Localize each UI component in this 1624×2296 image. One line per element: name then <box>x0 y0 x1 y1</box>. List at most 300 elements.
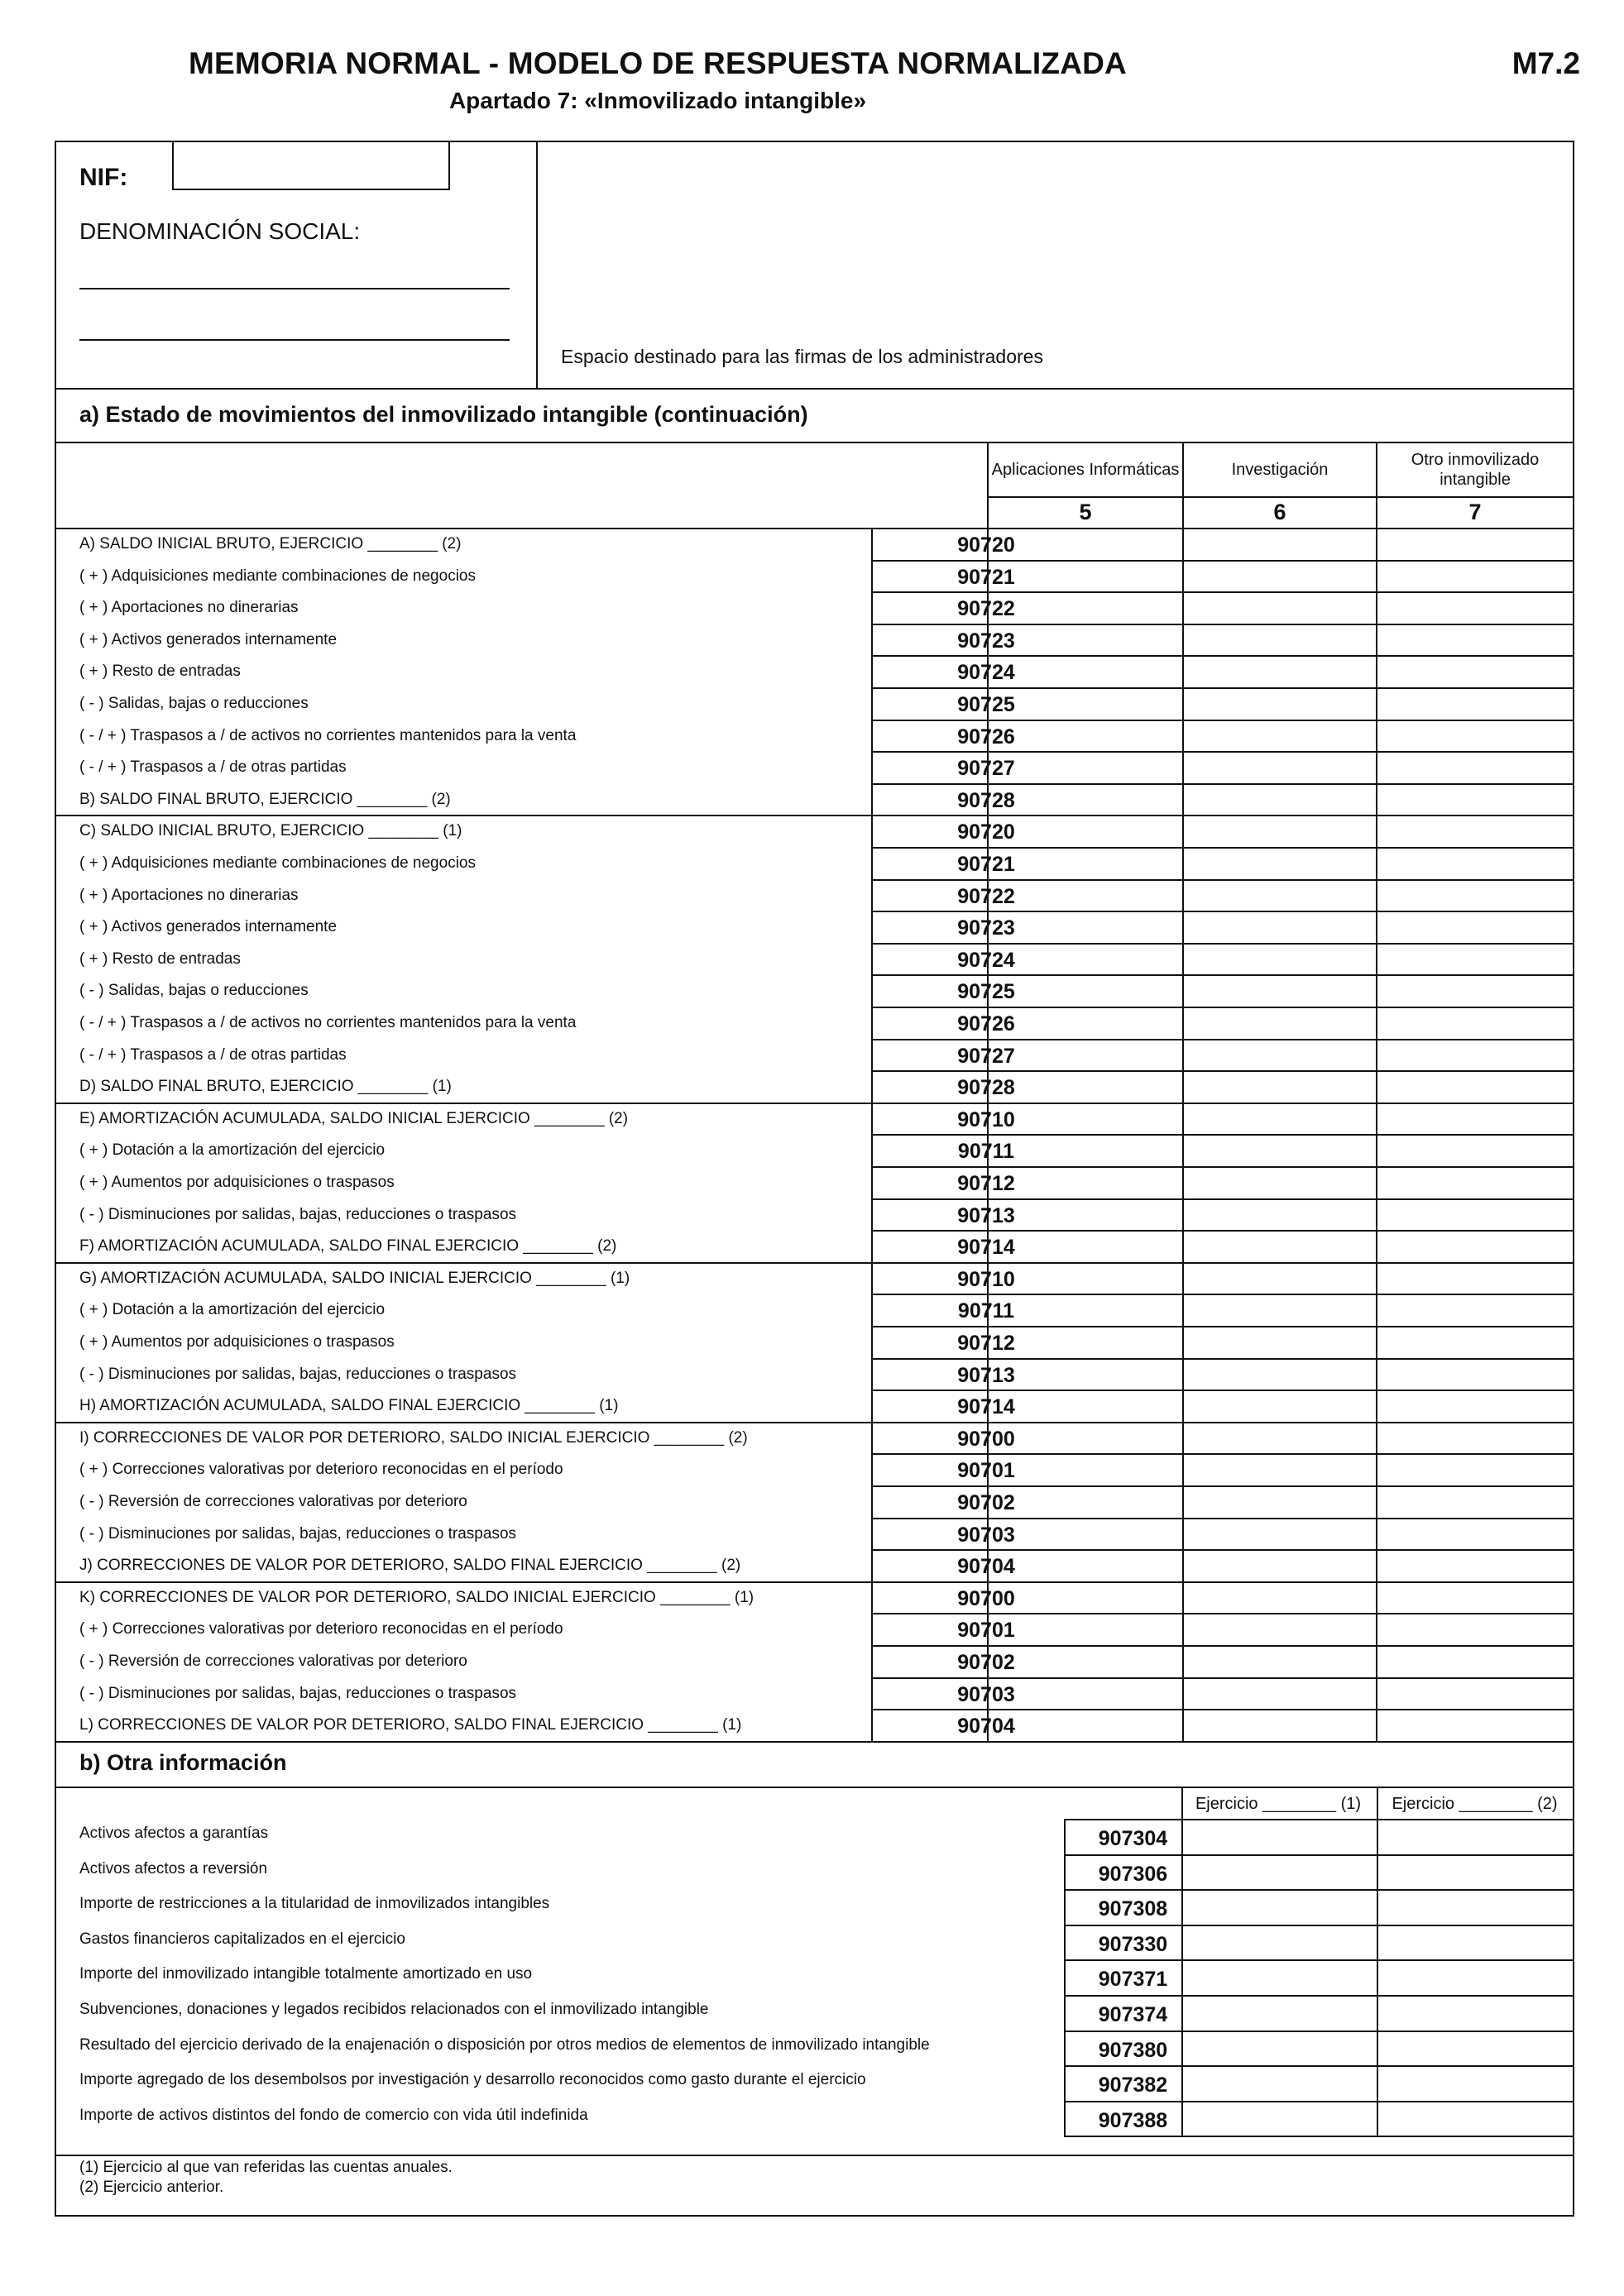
row-label: E) AMORTIZACIÓN ACUMULADA, SALDO INICIAL EJERCICIO ________ (2) <box>79 1110 629 1127</box>
value-cell-ejercicio-1[interactable] <box>1183 2031 1377 2066</box>
table-row <box>56 2031 1573 2066</box>
row-code: 90712 <box>957 1172 1015 1195</box>
row-label: H) AMORTIZACIÓN ACUMULADA, SALDO FINAL EJERCICIO ________ (1) <box>79 1397 619 1414</box>
denominacion-line-1[interactable] <box>79 288 510 289</box>
table-row <box>56 1614 1573 1645</box>
value-cell-investigacion[interactable] <box>1184 1199 1376 1231</box>
value-cell-otro[interactable] <box>1377 1327 1573 1358</box>
value-cell-otro[interactable] <box>1377 561 1573 592</box>
value-cell-aplicaciones[interactable] <box>989 975 1182 1007</box>
row-label: ( - ) Disminuciones por salidas, bajas, reducciones o traspasos <box>79 1366 517 1383</box>
value-cell-aplicaciones[interactable] <box>989 880 1182 911</box>
row-label: Importe del inmovilizado intangible totalmente amortizado en uso <box>79 1965 533 1983</box>
row-label: ( - ) Disminuciones por salidas, bajas, reducciones o traspasos <box>79 1525 517 1543</box>
table-row <box>56 880 1573 911</box>
table-row <box>56 624 1573 656</box>
table-row <box>56 1454 1573 1485</box>
value-cell-otro[interactable] <box>1377 752 1573 783</box>
value-cell-investigacion[interactable] <box>1184 1646 1376 1677</box>
row-code: 90728 <box>957 1076 1015 1099</box>
value-cell-aplicaciones[interactable] <box>989 1550 1182 1581</box>
value-cell-otro[interactable] <box>1377 1294 1573 1326</box>
value-cell-aplicaciones[interactable] <box>989 592 1182 624</box>
row-label: ( + ) Dotación a la amortización del ejercicio <box>79 1141 386 1159</box>
value-cell-otro[interactable] <box>1377 688 1573 720</box>
row-label: ( + ) Aumentos por adquisiciones o traspasos <box>79 1174 395 1191</box>
col-header-ejercicio-2: Ejercicio ________ (2) <box>1392 1795 1558 1813</box>
value-cell-aplicaciones[interactable] <box>989 688 1182 720</box>
row-label: Resultado del ejercicio derivado de la enajenación o disposición por otros medios de elementos de inmovilizado intangible <box>79 2036 930 2054</box>
value-cell-otro[interactable] <box>1377 1231 1573 1262</box>
row-code: 90713 <box>957 1204 1015 1227</box>
col-header-ejercicio-1: Ejercicio ________ (1) <box>1195 1795 1362 1813</box>
table-row <box>56 752 1573 783</box>
value-cell-investigacion[interactable] <box>1184 944 1376 975</box>
firmas-label: Espacio destinado para las firmas de los administradores <box>561 346 1043 367</box>
value-cell-aplicaciones[interactable] <box>989 1071 1182 1103</box>
table-row <box>56 1294 1573 1326</box>
row-label: ( + ) Dotación a la amortización del ejercicio <box>79 1301 386 1318</box>
row-label: D) SALDO FINAL BRUTO, EJERCICIO ________ (1) <box>79 1078 452 1095</box>
col-header-investigacion: Investigación <box>1231 461 1329 479</box>
value-cell-aplicaciones[interactable] <box>989 1519 1182 1550</box>
table-row <box>56 1855 1573 1890</box>
row-label: ( - / + ) Traspasos a / de otras partidas <box>79 758 347 776</box>
table-row <box>56 1582 1573 1614</box>
table-row <box>56 1040 1573 1071</box>
value-cell-otro[interactable] <box>1377 1199 1573 1231</box>
form-code: M7.2 <box>1511 46 1580 80</box>
value-cell-aplicaciones[interactable] <box>989 656 1182 687</box>
value-cell-ejercicio-2[interactable] <box>1378 2031 1573 2066</box>
value-cell-ejercicio-2[interactable] <box>1378 2066 1573 2101</box>
value-cell-otro[interactable] <box>1377 1710 1573 1741</box>
row-label: ( - ) Reversión de correcciones valorativas por deterioro <box>79 1653 467 1670</box>
value-cell-investigacion[interactable] <box>1184 975 1376 1007</box>
table-row <box>56 784 1573 816</box>
row-label: ( - ) Reversión de correcciones valorativas por deterioro <box>79 1493 467 1510</box>
row-code: 90714 <box>957 1236 1015 1259</box>
row-label: ( + ) Correcciones valorativas por deterioro reconocidas en el período <box>79 1620 563 1638</box>
row-code: 90720 <box>957 820 1015 844</box>
table-row <box>56 1820 1573 1854</box>
value-cell-aplicaciones[interactable] <box>989 1167 1182 1198</box>
value-cell-aplicaciones[interactable] <box>989 1582 1182 1614</box>
table-row <box>56 656 1573 687</box>
divider <box>55 2155 1574 2156</box>
row-label: C) SALDO INICIAL BRUTO, EJERCICIO ________ (1) <box>79 822 462 839</box>
value-cell-aplicaciones[interactable] <box>989 1135 1182 1166</box>
row-code: 90710 <box>957 1268 1015 1291</box>
value-cell-otro[interactable] <box>1377 1486 1573 1518</box>
row-code: 90728 <box>957 789 1015 812</box>
value-cell-investigacion[interactable] <box>1184 1454 1376 1485</box>
value-cell-ejercicio-1[interactable] <box>1183 2102 1377 2136</box>
row-code: 90725 <box>957 693 1015 716</box>
row-code: 90702 <box>957 1491 1015 1514</box>
value-cell-investigacion[interactable] <box>1184 784 1376 816</box>
divider <box>55 1741 1574 1743</box>
row-code: 90700 <box>957 1587 1015 1610</box>
value-cell-otro[interactable] <box>1377 880 1573 911</box>
row-code: 90726 <box>957 1012 1015 1036</box>
col-number-5: 5 <box>1079 500 1092 524</box>
value-cell-aplicaciones[interactable] <box>989 1199 1182 1231</box>
value-cell-investigacion[interactable] <box>1184 656 1376 687</box>
row-label: ( + ) Activos generados internamente <box>79 631 338 648</box>
value-cell-aplicaciones[interactable] <box>989 529 1182 560</box>
table-row <box>56 1071 1573 1103</box>
value-cell-otro[interactable] <box>1377 720 1573 752</box>
table-row <box>56 816 1573 847</box>
value-cell-otro[interactable] <box>1377 529 1573 560</box>
value-cell-ejercicio-2[interactable] <box>1378 1925 1573 1960</box>
row-code: 90722 <box>957 597 1015 620</box>
value-cell-otro[interactable] <box>1377 656 1573 687</box>
divider <box>1064 1995 1574 1997</box>
value-cell-investigacion[interactable] <box>1184 1614 1376 1645</box>
row-code: 90722 <box>957 885 1015 908</box>
row-label: A) SALDO INICIAL BRUTO, EJERCICIO ________ (2) <box>79 535 462 552</box>
value-cell-investigacion[interactable] <box>1184 1103 1376 1135</box>
col-divider <box>1377 1787 1378 1820</box>
nif-input-box[interactable] <box>172 141 450 190</box>
value-cell-ejercicio-1[interactable] <box>1183 1996 1377 2031</box>
value-cell-otro[interactable] <box>1377 1040 1573 1071</box>
row-label: ( + ) Activos generados internamente <box>79 918 338 935</box>
row-label: Activos afectos a garantías <box>79 1825 269 1842</box>
value-cell-investigacion[interactable] <box>1184 816 1376 847</box>
col-divider <box>1064 1819 1066 2136</box>
row-code: 90702 <box>957 1651 1015 1674</box>
value-cell-aplicaciones[interactable] <box>989 1007 1182 1039</box>
value-cell-ejercicio-1[interactable] <box>1183 1925 1377 1960</box>
row-code: 907388 <box>1098 2109 1168 2132</box>
row-code: 90711 <box>957 1140 1015 1163</box>
value-cell-ejercicio-2[interactable] <box>1378 1820 1573 1854</box>
value-cell-investigacion[interactable] <box>1184 1390 1376 1422</box>
value-cell-investigacion[interactable] <box>1184 1423 1376 1454</box>
value-cell-ejercicio-2[interactable] <box>1378 1855 1573 1890</box>
row-code: 90711 <box>957 1299 1015 1323</box>
row-code: 907306 <box>1098 1863 1168 1886</box>
value-cell-aplicaciones[interactable] <box>989 624 1182 656</box>
value-cell-otro[interactable] <box>1377 1454 1573 1485</box>
value-cell-aplicaciones[interactable] <box>989 911 1182 943</box>
value-cell-aplicaciones[interactable] <box>989 1710 1182 1741</box>
row-code: 90701 <box>957 1459 1015 1482</box>
value-cell-investigacion[interactable] <box>1184 1582 1376 1614</box>
table-row <box>56 1678 1573 1710</box>
value-cell-ejercicio-1[interactable] <box>1183 1820 1377 1854</box>
value-cell-aplicaciones[interactable] <box>989 1678 1182 1710</box>
row-label: L) CORRECCIONES DE VALOR POR DETERIORO, SALDO FINAL EJERCICIO ________ (1) <box>79 1716 742 1734</box>
section-a-title: a) Estado de movimientos del inmovilizado intangible (continuación) <box>79 402 808 427</box>
value-cell-investigacion[interactable] <box>1184 688 1376 720</box>
value-cell-ejercicio-1[interactable] <box>1183 1960 1377 1995</box>
row-label: B) SALDO FINAL BRUTO, EJERCICIO ________ (2) <box>79 791 451 808</box>
denominacion-label: DENOMINACIÓN SOCIAL: <box>79 218 361 244</box>
value-cell-ejercicio-1[interactable] <box>1183 1855 1377 1890</box>
value-cell-investigacion[interactable] <box>1184 1071 1376 1103</box>
table-row <box>56 1890 1573 1925</box>
value-cell-aplicaciones[interactable] <box>989 816 1182 847</box>
value-cell-aplicaciones[interactable] <box>989 1040 1182 1071</box>
divider <box>1064 1854 1574 1856</box>
row-code: 90712 <box>957 1332 1015 1355</box>
row-label: I) CORRECCIONES DE VALOR POR DETERIORO, SALDO INICIAL EJERCICIO ________ (2) <box>79 1429 748 1447</box>
row-code: 90701 <box>957 1619 1015 1642</box>
value-cell-aplicaciones[interactable] <box>989 848 1182 879</box>
table-row <box>56 1423 1573 1454</box>
value-cell-investigacion[interactable] <box>1184 1040 1376 1071</box>
value-cell-aplicaciones[interactable] <box>989 720 1182 752</box>
value-cell-investigacion[interactable] <box>1184 911 1376 943</box>
value-cell-aplicaciones[interactable] <box>989 1646 1182 1677</box>
value-cell-otro[interactable] <box>1377 592 1573 624</box>
value-cell-otro[interactable] <box>1377 1550 1573 1581</box>
row-code: 90724 <box>957 661 1015 684</box>
row-code: 90723 <box>957 916 1015 940</box>
row-label: ( + ) Resto de entradas <box>79 950 241 968</box>
value-cell-otro[interactable] <box>1377 944 1573 975</box>
row-code: 90721 <box>957 853 1015 876</box>
table-row <box>56 1359 1573 1390</box>
value-cell-otro[interactable] <box>1377 1071 1573 1103</box>
row-label: ( + ) Adquisiciones mediante combinaciones de negocios <box>79 567 476 585</box>
divider <box>1064 1925 1574 1926</box>
row-label: Importe agregado de los desembolsos por investigación y desarrollo reconocidos como gasto durante el ejercicio <box>79 2071 866 2088</box>
row-code: 90714 <box>957 1395 1015 1418</box>
value-cell-otro[interactable] <box>1377 975 1573 1007</box>
value-cell-aplicaciones[interactable] <box>989 1359 1182 1390</box>
col-divider <box>987 529 989 1742</box>
value-cell-ejercicio-2[interactable] <box>1378 1960 1573 1995</box>
value-cell-otro[interactable] <box>1377 1135 1573 1166</box>
value-cell-otro[interactable] <box>1377 848 1573 879</box>
value-cell-investigacion[interactable] <box>1184 1710 1376 1741</box>
note-1: (1) Ejercicio al que van referidas las cuentas anuales. <box>79 2159 453 2176</box>
col-divider <box>1181 1819 1183 2136</box>
col-divider <box>1376 529 1377 1742</box>
divider <box>55 388 1574 390</box>
value-cell-otro[interactable] <box>1377 1103 1573 1135</box>
row-code: 90710 <box>957 1108 1015 1131</box>
divider <box>1064 2031 1574 2032</box>
row-label: Importe de restricciones a la titularidad de inmovilizados intangibles <box>79 1895 550 1912</box>
page-title: MEMORIA NORMAL - MODELO DE RESPUESTA NORMALIZADA <box>189 46 1127 80</box>
col-divider <box>1182 529 1184 1742</box>
value-cell-otro[interactable] <box>1377 1007 1573 1039</box>
table-row <box>56 1550 1573 1581</box>
col-divider <box>871 529 873 1742</box>
value-cell-aplicaciones[interactable] <box>989 1231 1182 1262</box>
page-subtitle: Apartado 7: «Inmovilizado intangible» <box>448 88 867 113</box>
value-cell-otro[interactable] <box>1377 1167 1573 1198</box>
value-cell-investigacion[interactable] <box>1184 529 1376 560</box>
value-cell-otro[interactable] <box>1377 1390 1573 1422</box>
value-cell-aplicaciones[interactable] <box>989 784 1182 816</box>
table-row <box>56 1486 1573 1518</box>
value-cell-otro[interactable] <box>1377 816 1573 847</box>
table-row <box>56 911 1573 943</box>
value-cell-aplicaciones[interactable] <box>989 1263 1182 1294</box>
row-code: 90725 <box>957 980 1015 1003</box>
row-label: ( + ) Aportaciones no dinerarias <box>79 887 299 904</box>
table-row <box>56 529 1573 560</box>
value-cell-ejercicio-1[interactable] <box>1183 2066 1377 2101</box>
value-cell-otro[interactable] <box>1377 1614 1573 1645</box>
row-code: 907304 <box>1098 1827 1168 1850</box>
value-cell-aplicaciones[interactable] <box>989 1614 1182 1645</box>
section-b-title: b) Otra información <box>79 1750 287 1775</box>
value-cell-otro[interactable] <box>1377 1678 1573 1710</box>
divider <box>1064 2101 1574 2102</box>
table-row <box>56 1646 1573 1677</box>
col-divider <box>1377 1819 1378 2136</box>
value-cell-aplicaciones[interactable] <box>989 1327 1182 1358</box>
row-label: ( - ) Disminuciones por salidas, bajas, reducciones o traspasos <box>79 1685 517 1702</box>
divider <box>1064 2136 1574 2137</box>
divider <box>1064 2065 1574 2067</box>
value-cell-otro[interactable] <box>1377 911 1573 943</box>
value-cell-investigacion[interactable] <box>1184 1007 1376 1039</box>
row-label: ( - ) Disminuciones por salidas, bajas, reducciones o traspasos <box>79 1206 517 1223</box>
value-cell-otro[interactable] <box>1377 1582 1573 1614</box>
table-row <box>56 592 1573 624</box>
value-cell-investigacion[interactable] <box>1184 561 1376 592</box>
value-cell-otro[interactable] <box>1377 784 1573 816</box>
value-cell-aplicaciones[interactable] <box>989 752 1182 783</box>
row-code: 90700 <box>957 1428 1015 1451</box>
value-cell-investigacion[interactable] <box>1184 1167 1376 1198</box>
value-cell-aplicaciones[interactable] <box>989 1103 1182 1135</box>
row-label: ( - ) Salidas, bajas o reducciones <box>79 982 309 999</box>
row-code: 90704 <box>957 1715 1015 1738</box>
value-cell-investigacion[interactable] <box>1184 1486 1376 1518</box>
row-label: J) CORRECCIONES DE VALOR POR DETERIORO, SALDO FINAL EJERCICIO ________ (2) <box>79 1557 741 1574</box>
row-code: 90713 <box>957 1364 1015 1387</box>
value-cell-investigacion[interactable] <box>1184 720 1376 752</box>
value-cell-investigacion[interactable] <box>1184 1327 1376 1358</box>
value-cell-investigacion[interactable] <box>1184 752 1376 783</box>
id-divider <box>536 141 538 389</box>
value-cell-investigacion[interactable] <box>1184 1519 1376 1550</box>
value-cell-otro[interactable] <box>1377 624 1573 656</box>
divider <box>987 496 1574 498</box>
row-label: K) CORRECCIONES DE VALOR POR DETERIORO, SALDO INICIAL EJERCICIO ________ (1) <box>79 1589 755 1606</box>
row-code: 907382 <box>1098 2074 1168 2097</box>
value-cell-otro[interactable] <box>1377 1646 1573 1677</box>
row-code: 90703 <box>957 1523 1015 1547</box>
table-row <box>56 561 1573 592</box>
table-row <box>56 1263 1573 1294</box>
value-cell-aplicaciones[interactable] <box>989 1294 1182 1326</box>
table-row <box>56 1103 1573 1135</box>
row-label: ( + ) Resto de entradas <box>79 662 241 680</box>
value-cell-investigacion[interactable] <box>1184 848 1376 879</box>
value-cell-ejercicio-2[interactable] <box>1378 2102 1573 2136</box>
table-row <box>56 1135 1573 1166</box>
table-row <box>56 1960 1573 1995</box>
value-cell-investigacion[interactable] <box>1184 592 1376 624</box>
row-label: ( - / + ) Traspasos a / de otras partidas <box>79 1046 347 1064</box>
row-code: 90727 <box>957 757 1015 780</box>
row-label: ( - / + ) Traspasos a / de activos no corrientes mantenidos para la venta <box>79 1014 577 1031</box>
table-row <box>56 688 1573 720</box>
value-cell-otro[interactable] <box>1377 1263 1573 1294</box>
value-cell-investigacion[interactable] <box>1184 880 1376 911</box>
value-cell-aplicaciones[interactable] <box>989 561 1182 592</box>
row-code: 90703 <box>957 1683 1015 1706</box>
row-label: Subvenciones, donaciones y legados recibidos relacionados con el inmovilizado intangible <box>79 2001 709 2018</box>
value-cell-ejercicio-2[interactable] <box>1378 1996 1573 2031</box>
table-row <box>56 1710 1573 1741</box>
value-cell-otro[interactable] <box>1377 1519 1573 1550</box>
row-label: G) AMORTIZACIÓN ACUMULADA, SALDO INICIAL EJERCICIO ________ (1) <box>79 1270 630 1287</box>
row-code: 907374 <box>1098 2003 1168 2026</box>
value-cell-investigacion[interactable] <box>1184 1550 1376 1581</box>
value-cell-investigacion[interactable] <box>1184 1231 1376 1262</box>
value-cell-investigacion[interactable] <box>1184 1294 1376 1326</box>
row-code: 90704 <box>957 1555 1015 1578</box>
table-row <box>56 1925 1573 1960</box>
row-code: 907308 <box>1098 1897 1168 1921</box>
value-cell-investigacion[interactable] <box>1184 1263 1376 1294</box>
table-row <box>56 944 1573 975</box>
row-code: 90723 <box>957 629 1015 653</box>
table-row <box>56 1327 1573 1358</box>
row-label: ( + ) Aportaciones no dinerarias <box>79 599 299 616</box>
row-label: ( - ) Salidas, bajas o reducciones <box>79 695 309 712</box>
col-divider <box>1181 1787 1183 1820</box>
value-cell-ejercicio-2[interactable] <box>1378 1890 1573 1925</box>
value-cell-aplicaciones[interactable] <box>989 1454 1182 1485</box>
value-cell-ejercicio-1[interactable] <box>1183 1890 1377 1925</box>
row-label: Gastos financieros capitalizados en el ejercicio <box>79 1930 405 1948</box>
table-row <box>56 975 1573 1007</box>
value-cell-aplicaciones[interactable] <box>989 944 1182 975</box>
value-cell-aplicaciones[interactable] <box>989 1486 1182 1518</box>
col-header-otro: Otro inmovilizado intangible <box>1411 451 1540 489</box>
table-row <box>56 1390 1573 1422</box>
value-cell-otro[interactable] <box>1377 1423 1573 1454</box>
nif-label: NIF: <box>79 164 128 191</box>
value-cell-investigacion[interactable] <box>1184 1678 1376 1710</box>
value-cell-investigacion[interactable] <box>1184 624 1376 656</box>
row-code: 90720 <box>957 533 1015 557</box>
value-cell-investigacion[interactable] <box>1184 1359 1376 1390</box>
col-number-6: 6 <box>1273 500 1286 524</box>
value-cell-aplicaciones[interactable] <box>989 1423 1182 1454</box>
col-number-7: 7 <box>1468 500 1482 524</box>
table-row <box>56 1167 1573 1198</box>
value-cell-investigacion[interactable] <box>1184 1135 1376 1166</box>
row-code: 90724 <box>957 949 1015 972</box>
table-row <box>56 1199 1573 1231</box>
divider <box>1064 1959 1574 1961</box>
value-cell-otro[interactable] <box>1377 1359 1573 1390</box>
row-code: 90721 <box>957 566 1015 589</box>
table-row <box>56 2102 1573 2136</box>
row-label: ( + ) Adquisiciones mediante combinaciones de negocios <box>79 854 476 872</box>
table-row <box>56 1231 1573 1262</box>
value-cell-aplicaciones[interactable] <box>989 1390 1182 1422</box>
row-label: ( + ) Correcciones valorativas por deterioro reconocidas en el período <box>79 1461 563 1478</box>
row-label: ( + ) Aumentos por adquisiciones o traspasos <box>79 1333 395 1351</box>
row-label: Activos afectos a reversión <box>79 1860 268 1877</box>
denominacion-line-2[interactable] <box>79 339 510 341</box>
